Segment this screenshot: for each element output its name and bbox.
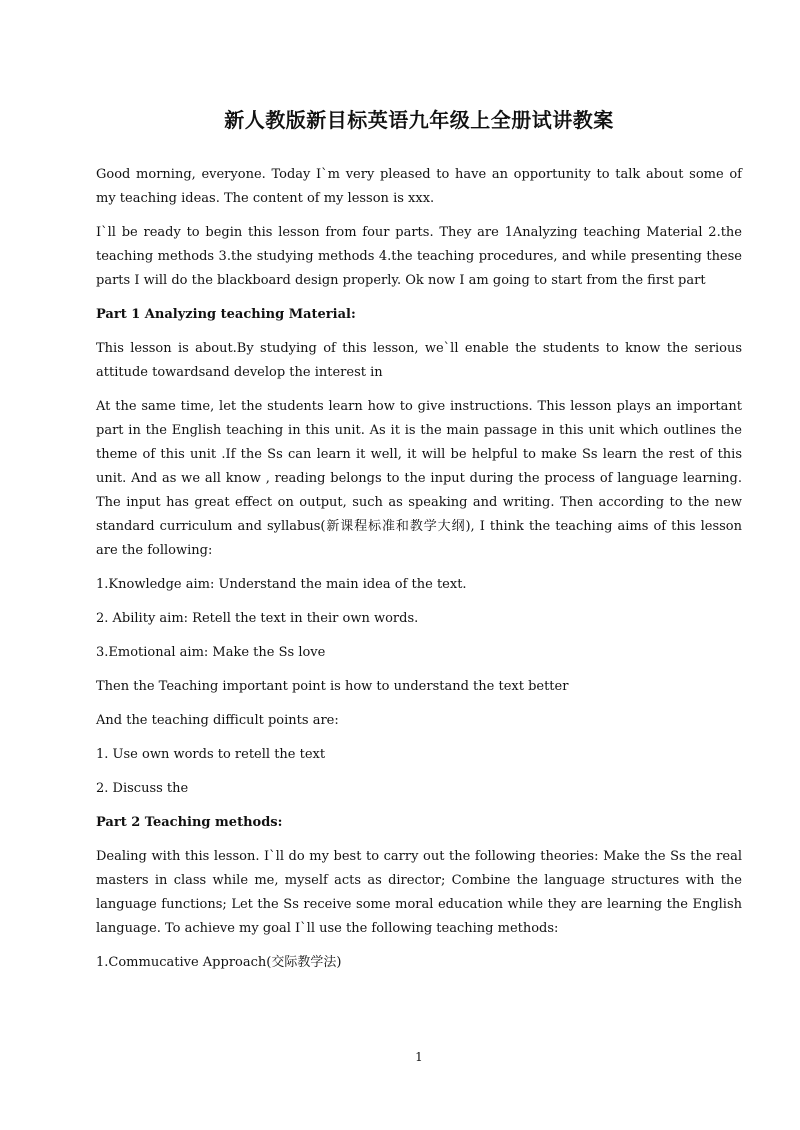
intro-paragraph-outline: I`ll be ready to begin this lesson from four parts. They are 1Analyzing teaching Material 2.the teaching methods 3.the studying methods 4.the teaching procedures, and while presenting these parts I will do the blackboard design properly. Ok now I am going to start from the first part (96, 225, 742, 288)
part2-heading: Part 2 Teaching methods: (96, 815, 283, 830)
difficult-point-item: 1. Use own words to retell the text (96, 747, 326, 762)
part2-paragraph: Dealing with this lesson. I`ll do my best to carry out the following theories: Make the Ss the real masters in class while me, myself acts as director; Combine the language structures with the language functions; Let the Ss receive some moral education while they are learning the English language. To achieve my goal I`ll use the following teaching methods: (96, 849, 742, 936)
emotional-aim: 3.Emotional aim: Make the Ss love (96, 645, 326, 660)
difficult-points-intro: And the teaching difficult points are: (96, 713, 339, 728)
document-body (96, 163, 742, 985)
part1-paragraph: At the same time, let the students learn how to give instructions. This lesson plays an important part in the English teaching in this unit. As it is the main passage in this unit which outlines the theme of this unit .If the Ss can learn it well, it will be helpful to make Ss learn the rest of this unit. And as we all know , reading belongs to the input during the process of language learning. The input has great effect on output, such as speaking and writing. Then according to the new standard curriculum and syllabus(新课程标准和教学大纲), I think the teaching aims of this lesson are the following: (96, 399, 742, 558)
method-item: 1.Commucative Approach(交际教学法) (96, 955, 342, 970)
part1-heading: Part 1 Analyzing teaching Material: (96, 307, 356, 322)
document-title: 新人教版新目标英语九年级上全册试讲教案 (224, 108, 614, 132)
difficult-point-item: 2. Discuss the (96, 781, 189, 796)
document-page (96, 0, 742, 1130)
page-number: 1 (415, 1050, 423, 1064)
intro-paragraph-greeting: Good morning, everyone. Today I`m very pleased to have an opportunity to talk about some of my teaching ideas. The content of my lesson is xxx. (96, 167, 742, 206)
ability-aim: 2. Ability aim: Retell the text in their own words. (96, 611, 419, 626)
knowledge-aim: 1.Knowledge aim: Understand the main idea of the text. (96, 577, 467, 592)
part1-paragraph: This lesson is about.By studying of this lesson, we`ll enable the students to know the serious attitude towardsand develop the interest in (96, 341, 742, 380)
important-point: Then the Teaching important point is how to understand the text better (96, 679, 569, 694)
